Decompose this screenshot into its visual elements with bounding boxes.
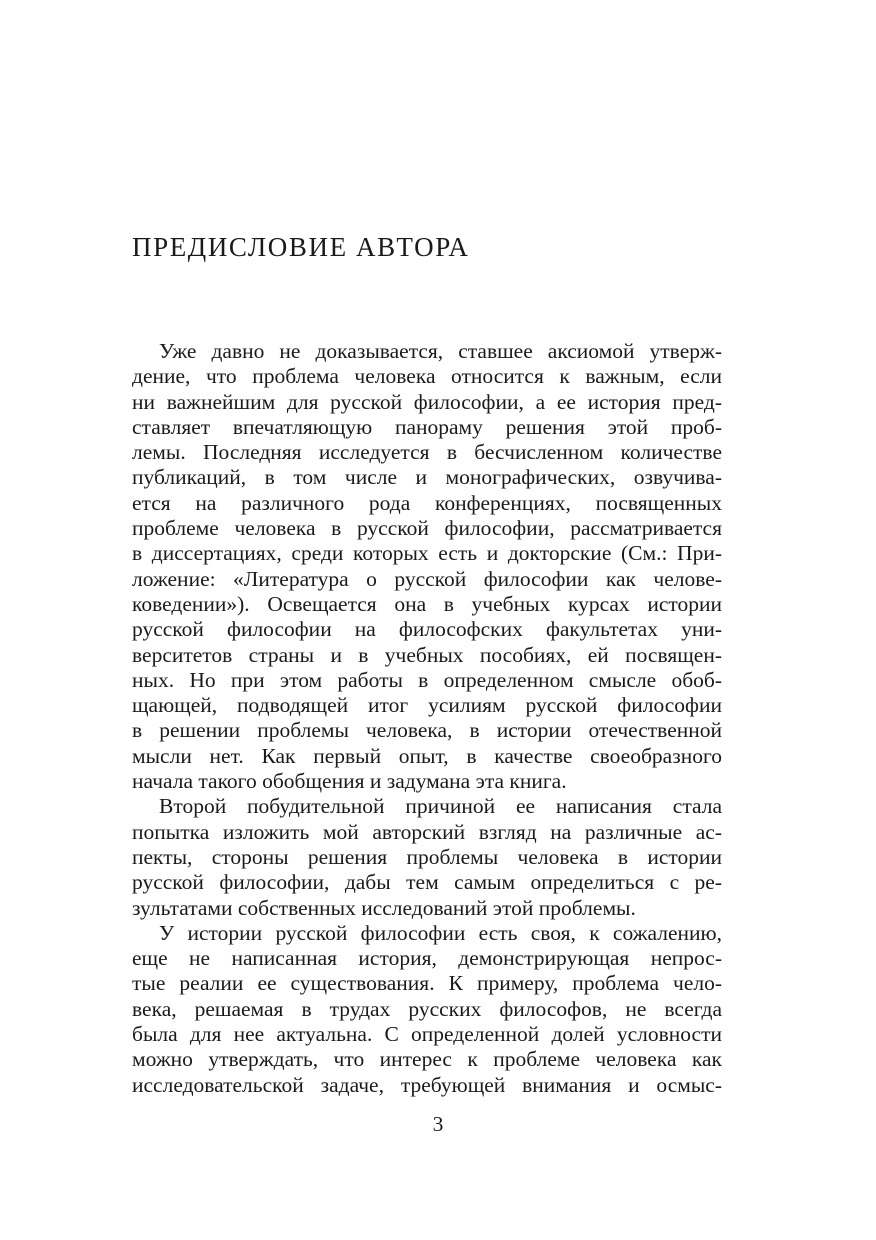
- body-text: [132, 339, 722, 1098]
- text-line: ложение: «Литература о русской философии как челове-: [132, 566, 722, 591]
- text-line: исследовательской задаче, требующей внимания и осмыс-: [132, 1072, 722, 1097]
- text-line: русской философии, дабы тем самым определиться с ре-: [132, 870, 722, 895]
- text-line: русской философии на философских факультетах уни-: [132, 617, 722, 642]
- text-line: ни важнейшим для русской философии, а ее история пред-: [132, 389, 722, 414]
- text-line: можно утверждать, что интерес к проблеме человека как: [132, 1047, 722, 1072]
- text-line: Уже давно не доказывается, ставшее аксиомой утверж-: [159, 339, 722, 363]
- text-line: тые реалии ее существования. К примеру, проблема чело-: [132, 971, 722, 996]
- paragraph: [132, 921, 722, 1098]
- text-line: в решении проблемы человека, в истории отечественной: [132, 718, 722, 743]
- paragraph: [132, 794, 722, 920]
- text-line: пекты, стороны решения проблемы человека в истории: [132, 844, 722, 869]
- text-line: верситетов страны и в учебных пособиях, ей посвящен-: [132, 642, 722, 667]
- text-line: в диссертациях, среди которых есть и докторские (См.: При-: [132, 541, 722, 566]
- text-line: лемы. Последняя исследуется в бесчисленном количестве: [132, 440, 722, 465]
- text-line: публикаций, в том числе и монографических, озвучива-: [132, 465, 722, 490]
- paragraph: [132, 339, 722, 794]
- chapter-heading: ПРЕДИСЛОВИЕ АВТОРА: [132, 232, 470, 262]
- text-line: проблеме человека в русской философии, рассматривается: [132, 516, 722, 541]
- text-line: начала такого обобщения и задумана эта книга.: [132, 769, 567, 794]
- text-line: мысли нет. Как первый опыт, в качестве своеобразного: [132, 743, 722, 768]
- text-line: дение, что проблема человека относится к важным, если: [132, 364, 722, 389]
- text-line: ных. Но при этом работы в определенном смысле обоб-: [132, 667, 722, 692]
- text-line: Второй побудительной причиной ее написания стала: [159, 794, 722, 819]
- text-line: ставляет впечатляющую панораму решения этой проб-: [132, 414, 722, 439]
- text-line: века, решаемая в трудах русских философов, не всегда: [132, 996, 722, 1021]
- text-line: зультатами собственных исследований этой проблемы.: [132, 895, 636, 920]
- text-line: попытка изложить мой авторский взгляд на различные ас-: [132, 819, 722, 844]
- text-line: была для нее актуальна. С определенной долей условности: [132, 1022, 722, 1047]
- text-line: коведении»). Освещается она в учебных курсах истории: [132, 591, 722, 616]
- text-line: У истории русской философии есть своя, к сожалению,: [159, 920, 722, 945]
- text-line: щающей, подводящей итог усилиям русской философии: [132, 693, 722, 718]
- text-line: ется на различного рода конференциях, посвященных: [132, 490, 722, 515]
- page-number: 3: [432, 1112, 444, 1136]
- text-line: еще не написанная история, демонстрирующая непрос-: [132, 946, 722, 971]
